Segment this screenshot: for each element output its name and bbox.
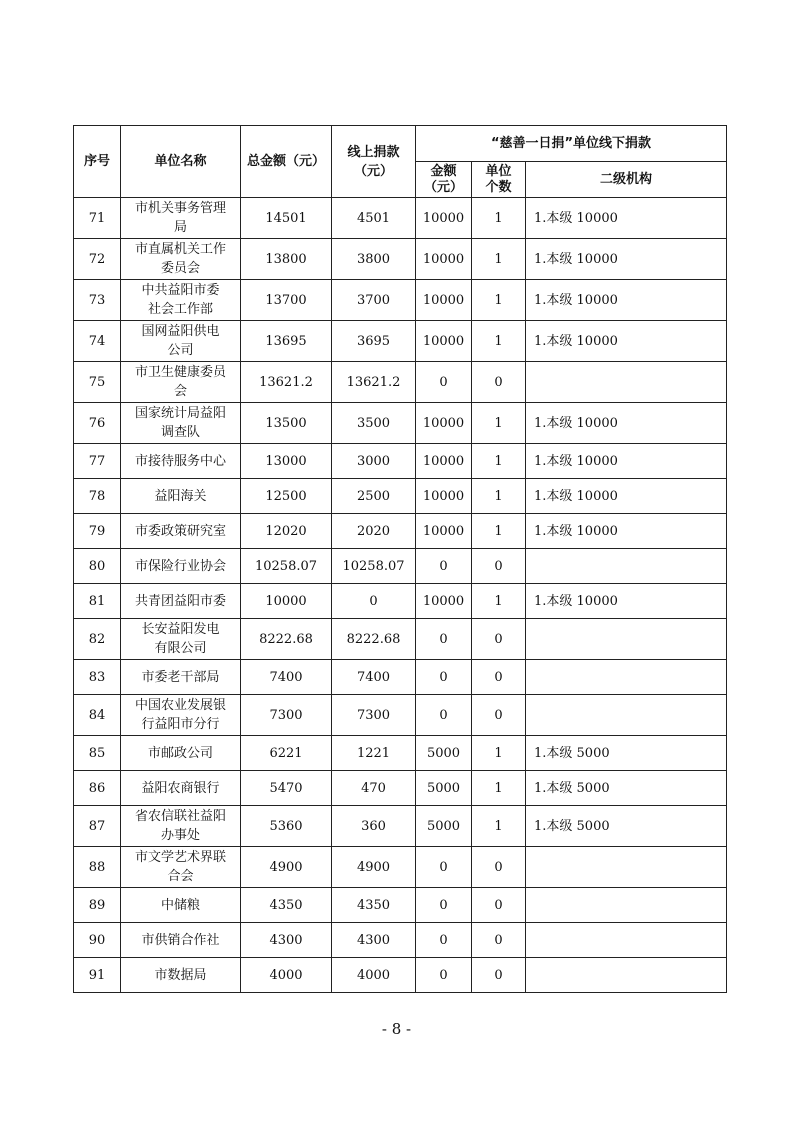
cell-offline-amount: 0 bbox=[416, 847, 472, 888]
cell-secondary-org: 1.本级 5000 bbox=[526, 736, 727, 771]
cell-unit-name: 市委政策研究室 bbox=[121, 514, 241, 549]
cell-unit-name: 市直属机关工作 委员会 bbox=[121, 239, 241, 280]
table-row bbox=[74, 619, 727, 660]
header-total: 总金额（元） bbox=[241, 126, 332, 198]
header-amount: 金额 （元） bbox=[416, 162, 472, 198]
cell-offline-amount: 10000 bbox=[416, 239, 472, 280]
table-row bbox=[74, 280, 727, 321]
cell-total-amount: 13700 bbox=[241, 280, 332, 321]
cell-total-amount: 7300 bbox=[241, 695, 332, 736]
cell-total-amount: 13621.2 bbox=[241, 362, 332, 403]
cell-unit-name: 市数据局 bbox=[121, 958, 241, 993]
cell-unit-count: 0 bbox=[472, 549, 526, 584]
cell-seq: 74 bbox=[74, 321, 121, 362]
cell-secondary-org bbox=[526, 619, 727, 660]
table-row bbox=[74, 198, 727, 239]
cell-secondary-org: 1.本级 10000 bbox=[526, 514, 727, 549]
cell-offline-amount: 10000 bbox=[416, 198, 472, 239]
cell-online-donation: 4350 bbox=[332, 888, 416, 923]
cell-online-donation: 8222.68 bbox=[332, 619, 416, 660]
table-row bbox=[74, 239, 727, 280]
header-secondary: 二级机构 bbox=[526, 162, 727, 198]
table-row bbox=[74, 806, 727, 847]
cell-unit-count: 1 bbox=[472, 736, 526, 771]
cell-offline-amount: 0 bbox=[416, 362, 472, 403]
cell-seq: 71 bbox=[74, 198, 121, 239]
cell-seq: 89 bbox=[74, 888, 121, 923]
cell-offline-amount: 5000 bbox=[416, 771, 472, 806]
cell-unit-count: 1 bbox=[472, 198, 526, 239]
cell-total-amount: 4350 bbox=[241, 888, 332, 923]
cell-secondary-org: 1.本级 10000 bbox=[526, 479, 727, 514]
cell-offline-amount: 5000 bbox=[416, 736, 472, 771]
cell-unit-count: 0 bbox=[472, 695, 526, 736]
cell-online-donation: 4000 bbox=[332, 958, 416, 993]
cell-unit-name: 中共益阳市委 社会工作部 bbox=[121, 280, 241, 321]
donation-table bbox=[73, 125, 727, 993]
cell-unit-name: 中国农业发展银 行益阳市分行 bbox=[121, 695, 241, 736]
cell-seq: 90 bbox=[74, 923, 121, 958]
table-row bbox=[74, 958, 727, 993]
cell-offline-amount: 0 bbox=[416, 549, 472, 584]
cell-online-donation: 360 bbox=[332, 806, 416, 847]
table-row bbox=[74, 847, 727, 888]
cell-online-donation: 0 bbox=[332, 584, 416, 619]
cell-offline-amount: 0 bbox=[416, 660, 472, 695]
table-row bbox=[74, 444, 727, 479]
cell-unit-name: 市保险行业协会 bbox=[121, 549, 241, 584]
cell-total-amount: 4000 bbox=[241, 958, 332, 993]
cell-secondary-org bbox=[526, 847, 727, 888]
cell-total-amount: 6221 bbox=[241, 736, 332, 771]
cell-secondary-org bbox=[526, 695, 727, 736]
cell-total-amount: 14501 bbox=[241, 198, 332, 239]
cell-total-amount: 13695 bbox=[241, 321, 332, 362]
cell-unit-name: 国家统计局益阳 调查队 bbox=[121, 403, 241, 444]
cell-unit-name: 长安益阳发电 有限公司 bbox=[121, 619, 241, 660]
cell-unit-name: 益阳海关 bbox=[121, 479, 241, 514]
cell-secondary-org bbox=[526, 888, 727, 923]
cell-total-amount: 13500 bbox=[241, 403, 332, 444]
cell-unit-count: 0 bbox=[472, 619, 526, 660]
cell-secondary-org bbox=[526, 362, 727, 403]
cell-online-donation: 4300 bbox=[332, 923, 416, 958]
cell-secondary-org: 1.本级 10000 bbox=[526, 584, 727, 619]
header-seq: 序号 bbox=[74, 126, 121, 198]
table-row bbox=[74, 736, 727, 771]
cell-unit-name: 市邮政公司 bbox=[121, 736, 241, 771]
cell-secondary-org: 1.本级 10000 bbox=[526, 403, 727, 444]
cell-secondary-org: 1.本级 10000 bbox=[526, 444, 727, 479]
cell-total-amount: 7400 bbox=[241, 660, 332, 695]
cell-online-donation: 2020 bbox=[332, 514, 416, 549]
cell-online-donation: 10258.07 bbox=[332, 549, 416, 584]
cell-online-donation: 3800 bbox=[332, 239, 416, 280]
table-row bbox=[74, 321, 727, 362]
cell-unit-name: 共青团益阳市委 bbox=[121, 584, 241, 619]
cell-seq: 86 bbox=[74, 771, 121, 806]
cell-offline-amount: 10000 bbox=[416, 321, 472, 362]
cell-seq: 91 bbox=[74, 958, 121, 993]
cell-unit-count: 1 bbox=[472, 771, 526, 806]
cell-total-amount: 12020 bbox=[241, 514, 332, 549]
cell-total-amount: 13800 bbox=[241, 239, 332, 280]
cell-online-donation: 7300 bbox=[332, 695, 416, 736]
cell-unit-name: 市机关事务管理 局 bbox=[121, 198, 241, 239]
cell-unit-count: 1 bbox=[472, 239, 526, 280]
cell-total-amount: 4900 bbox=[241, 847, 332, 888]
cell-seq: 82 bbox=[74, 619, 121, 660]
cell-offline-amount: 10000 bbox=[416, 514, 472, 549]
cell-online-donation: 3695 bbox=[332, 321, 416, 362]
cell-offline-amount: 10000 bbox=[416, 444, 472, 479]
table-row bbox=[74, 584, 727, 619]
cell-secondary-org: 1.本级 10000 bbox=[526, 239, 727, 280]
table-row bbox=[74, 514, 727, 549]
cell-secondary-org: 1.本级 10000 bbox=[526, 280, 727, 321]
cell-offline-amount: 0 bbox=[416, 888, 472, 923]
cell-unit-name: 益阳农商银行 bbox=[121, 771, 241, 806]
cell-total-amount: 5470 bbox=[241, 771, 332, 806]
header-online: 线上捐款 （元） bbox=[332, 126, 416, 198]
cell-online-donation: 1221 bbox=[332, 736, 416, 771]
cell-online-donation: 4900 bbox=[332, 847, 416, 888]
cell-unit-name: 国网益阳供电 公司 bbox=[121, 321, 241, 362]
cell-seq: 84 bbox=[74, 695, 121, 736]
cell-unit-count: 0 bbox=[472, 847, 526, 888]
cell-seq: 80 bbox=[74, 549, 121, 584]
header-unit: 单位名称 bbox=[121, 126, 241, 198]
cell-secondary-org: 1.本级 10000 bbox=[526, 198, 727, 239]
cell-online-donation: 13621.2 bbox=[332, 362, 416, 403]
cell-unit-count: 1 bbox=[472, 479, 526, 514]
cell-offline-amount: 10000 bbox=[416, 403, 472, 444]
cell-unit-count: 1 bbox=[472, 514, 526, 549]
cell-unit-name: 市文学艺术界联 合会 bbox=[121, 847, 241, 888]
cell-secondary-org: 1.本级 5000 bbox=[526, 771, 727, 806]
cell-seq: 79 bbox=[74, 514, 121, 549]
cell-total-amount: 12500 bbox=[241, 479, 332, 514]
cell-offline-amount: 10000 bbox=[416, 280, 472, 321]
cell-seq: 72 bbox=[74, 239, 121, 280]
cell-online-donation: 7400 bbox=[332, 660, 416, 695]
cell-secondary-org: 1.本级 5000 bbox=[526, 806, 727, 847]
cell-total-amount: 5360 bbox=[241, 806, 332, 847]
table-row bbox=[74, 923, 727, 958]
cell-seq: 73 bbox=[74, 280, 121, 321]
table-row bbox=[74, 362, 727, 403]
cell-total-amount: 13000 bbox=[241, 444, 332, 479]
cell-secondary-org: 1.本级 10000 bbox=[526, 321, 727, 362]
cell-unit-count: 1 bbox=[472, 444, 526, 479]
cell-online-donation: 470 bbox=[332, 771, 416, 806]
page-number: - 8 - bbox=[381, 1020, 412, 1038]
table-row bbox=[74, 479, 727, 514]
table-row bbox=[74, 771, 727, 806]
cell-offline-amount: 0 bbox=[416, 923, 472, 958]
header-count: 单位 个数 bbox=[472, 162, 526, 198]
cell-online-donation: 2500 bbox=[332, 479, 416, 514]
cell-unit-count: 0 bbox=[472, 923, 526, 958]
cell-secondary-org bbox=[526, 660, 727, 695]
cell-unit-name: 市委老干部局 bbox=[121, 660, 241, 695]
cell-total-amount: 10000 bbox=[241, 584, 332, 619]
cell-unit-count: 1 bbox=[472, 403, 526, 444]
cell-unit-count: 0 bbox=[472, 958, 526, 993]
cell-unit-count: 0 bbox=[472, 362, 526, 403]
cell-online-donation: 4501 bbox=[332, 198, 416, 239]
cell-unit-count: 1 bbox=[472, 321, 526, 362]
table-row bbox=[74, 660, 727, 695]
table-row bbox=[74, 403, 727, 444]
cell-online-donation: 3700 bbox=[332, 280, 416, 321]
cell-secondary-org bbox=[526, 958, 727, 993]
cell-offline-amount: 10000 bbox=[416, 584, 472, 619]
cell-total-amount: 8222.68 bbox=[241, 619, 332, 660]
cell-unit-count: 0 bbox=[472, 660, 526, 695]
cell-seq: 87 bbox=[74, 806, 121, 847]
cell-seq: 81 bbox=[74, 584, 121, 619]
cell-online-donation: 3000 bbox=[332, 444, 416, 479]
cell-online-donation: 3500 bbox=[332, 403, 416, 444]
table-row bbox=[74, 888, 727, 923]
cell-unit-name: 市供销合作社 bbox=[121, 923, 241, 958]
table-row bbox=[74, 549, 727, 584]
cell-seq: 88 bbox=[74, 847, 121, 888]
cell-seq: 85 bbox=[74, 736, 121, 771]
cell-secondary-org bbox=[526, 549, 727, 584]
cell-seq: 83 bbox=[74, 660, 121, 695]
cell-unit-count: 1 bbox=[472, 806, 526, 847]
cell-total-amount: 10258.07 bbox=[241, 549, 332, 584]
cell-unit-name: 中储粮 bbox=[121, 888, 241, 923]
cell-seq: 77 bbox=[74, 444, 121, 479]
cell-unit-name: 市卫生健康委员 会 bbox=[121, 362, 241, 403]
cell-seq: 75 bbox=[74, 362, 121, 403]
cell-seq: 76 bbox=[74, 403, 121, 444]
cell-offline-amount: 0 bbox=[416, 619, 472, 660]
header-offline-group: “慈善一日捐”单位线下捐款 bbox=[416, 126, 727, 162]
cell-unit-name: 省农信联社益阳 办事处 bbox=[121, 806, 241, 847]
cell-offline-amount: 0 bbox=[416, 695, 472, 736]
cell-total-amount: 4300 bbox=[241, 923, 332, 958]
cell-secondary-org bbox=[526, 923, 727, 958]
cell-offline-amount: 10000 bbox=[416, 479, 472, 514]
cell-unit-count: 1 bbox=[472, 280, 526, 321]
cell-unit-count: 1 bbox=[472, 584, 526, 619]
table-row bbox=[74, 695, 727, 736]
cell-offline-amount: 5000 bbox=[416, 806, 472, 847]
cell-unit-name: 市接待服务中心 bbox=[121, 444, 241, 479]
cell-seq: 78 bbox=[74, 479, 121, 514]
cell-unit-count: 0 bbox=[472, 888, 526, 923]
cell-offline-amount: 0 bbox=[416, 958, 472, 993]
